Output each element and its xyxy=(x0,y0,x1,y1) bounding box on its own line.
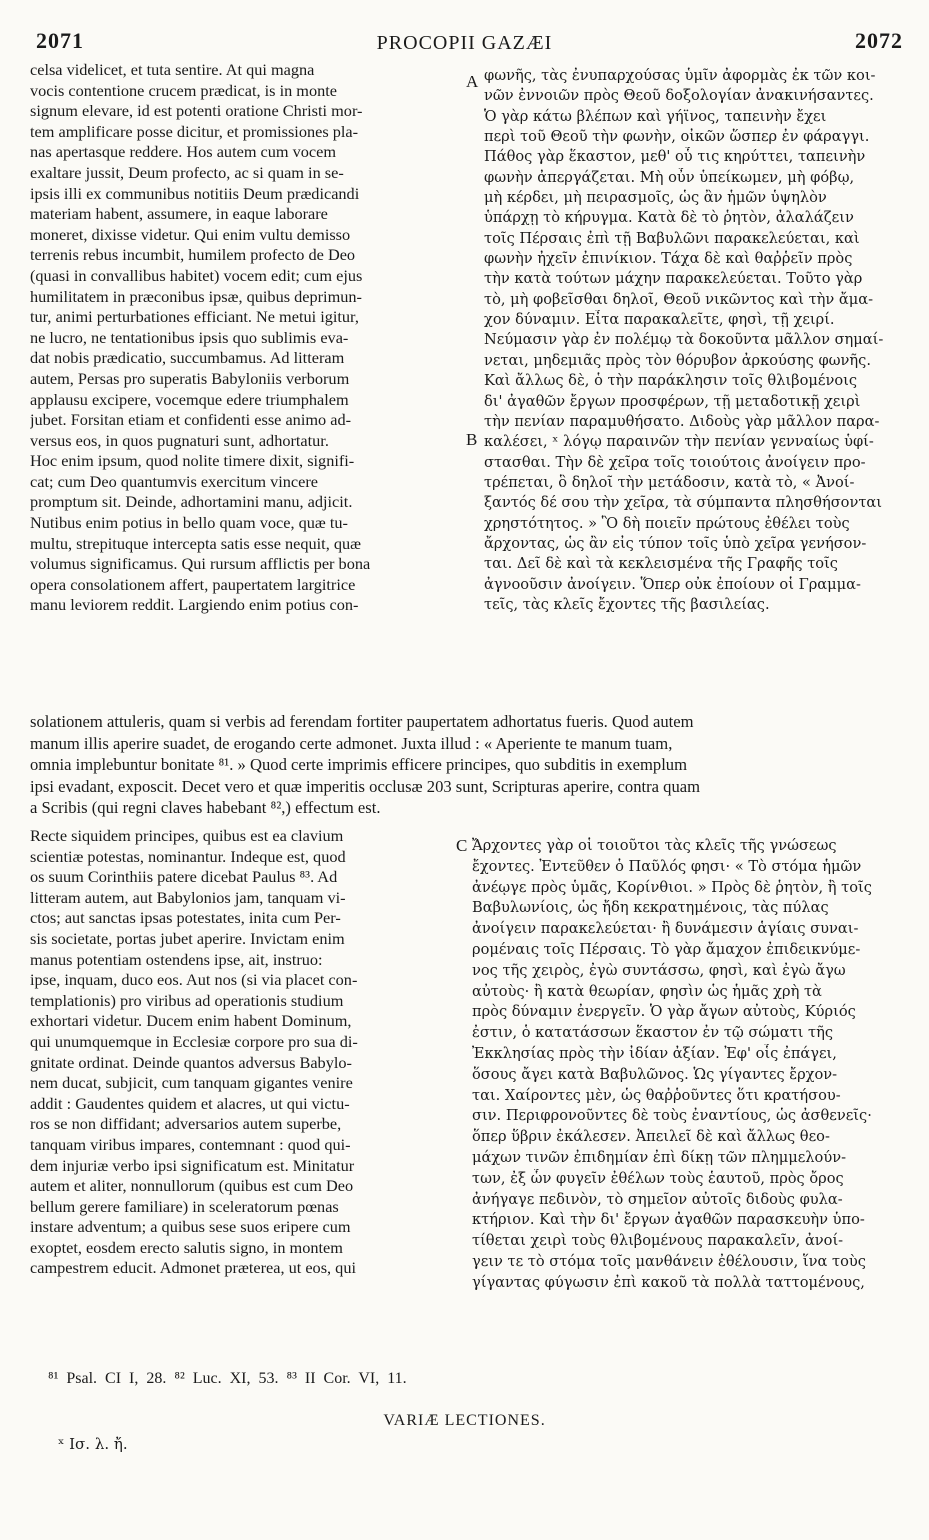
text-line: dem injuriæ verbo ipsi significatum est. Minitatur xyxy=(30,1155,355,1175)
text-line: Νεύμασιν γὰρ ἐν πολέμῳ τὰ δοκοῦντα μᾶλλον σημαί- xyxy=(484,331,884,349)
text-line: solationem attuleris, quam si verbis ad ferendam fortiter paupertatem adhortatus fueris. Quod autem xyxy=(30,712,694,731)
text-line: δι' ἀγαθῶν ἔργων προσφέρων, τῇ μεταδοτικῇ χειρὶ xyxy=(484,392,861,410)
text-line: manu leviorem reddit. Largiendo enim potius con- xyxy=(30,595,359,615)
text-line: γίγαντας φύγωσιν ἐπὶ κακοῦ τὰ πολλὰ ταττομένους, xyxy=(472,1273,865,1291)
text-line: ne lucro, ne tentationibus ipsis quo sublimis eva- xyxy=(30,327,349,347)
text-line: μὴ κέρδει, μὴ πειρασμοῖς, ὡς ἂν ἡμῶν ὑψηλὸν xyxy=(484,189,827,207)
text-line: materiam habent, assumere, in eaque laborare xyxy=(30,204,328,224)
latin-column-bottom xyxy=(30,826,455,1279)
text-line: ὅπερ ὕβριν ἐκάλεσεν. Ἀπειλεῖ δὲ καὶ ἄλλως θεο- xyxy=(472,1128,830,1146)
text-line: ctos; aut sanctas ipsas potestates, inita cum Per- xyxy=(30,908,341,928)
text-line: τὸ, μὴ φοβεῖσθαι δηλοῖ, Θεοῦ νικῶντος καὶ τὴν ἄμα- xyxy=(484,290,874,308)
text-line: φωνὴν ἀπεργάζεται. Μὴ οὖν ὑπείκωμεν, μὴ φόβῳ, xyxy=(484,168,855,186)
text-line: ὑπάρχῃ τὸ κήρυγμα. Κατὰ δὲ τὸ ῥητὸν, ἀλαλάζειν xyxy=(484,209,854,227)
text-line: Ὁ γὰρ κάτω βλέπων καὶ γήϊνος, ταπεινὴν ἔχει xyxy=(484,107,827,125)
text-line: vocis contentione crucem prædicat, is in monte xyxy=(30,80,337,100)
footnotes: ⁸¹ Psal. CI I, 28. ⁸² Luc. XI, 53. ⁸³ II Cor. VI, 11. xyxy=(48,1370,407,1387)
text-line: tanquam viribus impares, contemnant : quod qui- xyxy=(30,1134,351,1154)
text-line: ἀνήγαγε πεδινὸν, τὸ σημεῖον αὐτοῖς διδοὺς φυλα- xyxy=(472,1190,843,1208)
section-marker-c: C xyxy=(456,836,468,855)
text-line: καλέσει, ˣ λόγῳ παραινῶν τὴν πενίαν γενναίως ὑφί- xyxy=(484,433,874,451)
text-line: ται. Χαίροντες μὲν, ὡς θαῤῥοῦντες ὅτι κρατήσου- xyxy=(472,1086,841,1104)
text-line: nas apertasque reddere. Hos autem cum vocem xyxy=(30,142,337,162)
text-line: opera consolationem affert, paupertatem largitrice xyxy=(30,574,356,594)
text-line: ἐστιν, ὁ κατατάσσων ἕκαστον ἐν τῷ σώματι τῆς xyxy=(472,1024,834,1042)
text-line: ἀνοίγειν παρακελεύεται· ἢ δυνάμεσιν ἁγίαις συναι- xyxy=(472,920,859,938)
section-marker-a: A xyxy=(466,72,479,91)
section-marker-b: B xyxy=(466,430,478,449)
text-line: applausu excipere, vocemque edere triumphalem xyxy=(30,389,349,409)
text-line: scientiæ potestas, nominantur. Indeque est, quod xyxy=(30,846,346,866)
text-line: manum illis aperire suadet, de erogando certe admonet. Juxta illud : « Aperiente te manum tuam, xyxy=(30,733,673,753)
text-line: ipse, inquam, duco eos. Aut nos (si via placet con- xyxy=(30,970,358,990)
text-line: ros se non diffidant; adversarios autem superbe, xyxy=(30,1114,342,1134)
text-line: autem et aliter, nonnullorum (quibus est cum Deo xyxy=(30,1176,354,1196)
text-line: ἄρχοντας, ὡς ἂν εἰς τύπον τοῖς ὑπὸ χεῖρα γενήσον- xyxy=(484,534,867,552)
text-line: tur, animi perturbationes efficiant. Ne metui igitur, xyxy=(30,307,359,327)
variae-lectiones-heading: VARIÆ LECTIONES. xyxy=(383,1412,546,1429)
text-line: humilitatem in præconibus ipsæ, quibus deprimun- xyxy=(30,286,362,306)
text-line: os suum Corinthiis patere dicebat Paulus ⁸³. Ad xyxy=(30,867,338,887)
text-line: a Scribis (qui regni claves habebant ⁸²,) effectum est. xyxy=(30,798,381,817)
text-line: versus eos, in quos pugnaturi sunt, adhortatur. xyxy=(30,430,329,450)
latin-full-width-text xyxy=(30,711,900,819)
greek-column-top xyxy=(484,66,894,615)
text-line: exhortari videtur. Ducem enim habent Dominum, xyxy=(30,1011,352,1031)
text-line: celsa videlicet, et tuta sentire. At qui magna xyxy=(30,60,315,79)
text-line: νος τῆς χειρὸς, ἐγὼ συντάσσω, φησὶ, καὶ ἐγὼ ἄγω xyxy=(472,961,846,979)
text-line: νεται, μηδεμιᾶς πρὸς τὸν θόρυβον ἀρκούσης φωνῆς. xyxy=(484,351,871,369)
page-header xyxy=(0,28,929,62)
text-line: γειν τε τὸ στόμα τοῖς μανθάνειν ἐθέλουσιν, ἵνα τοὺς xyxy=(472,1252,866,1270)
text-line: περὶ τοῦ Θεοῦ τὴν φωνὴν, οἰκῶν ὥσπερ ἐν φάραγγι. xyxy=(484,128,870,146)
text-line: tem amplificare posse dicitur, et promissiones pla- xyxy=(30,121,359,141)
text-line: Ἐκκλησίας πρὸς τὴν ἰδίαν ἀξίαν. Ἐφ' οἷς ἐπάγει, xyxy=(472,1044,837,1062)
text-line: dat nobis prædicatio, succumbamus. Ad litteram xyxy=(30,348,345,368)
text-line: sis societate, portas jubet aperire. Invictam enim xyxy=(30,928,345,948)
text-line: ἀγνοοῦσιν ἀνοίγειν. Ὅπερ οὐκ ἐποίουν οἱ Γραμμα- xyxy=(484,575,861,593)
text-line: κτήριον. Καὶ τὴν δι' ἔργων ἀγαθῶν παρασκευὴν ὑπο- xyxy=(472,1211,865,1229)
text-line: χον δύναμιν. Εἶτα παρακαλεῖτε, φησὶ, τῇ χειρί. xyxy=(484,311,835,329)
text-line: instare adventum; a quibus sese suos eripere cum xyxy=(30,1217,351,1237)
text-line: ἔχοντες. Ἐντεῦθεν ὁ Παῦλός φησι· « Τὸ στόμα ἡμῶν xyxy=(472,857,862,875)
text-line: ξαντός δέ σου τὴν χεῖρα, τὰ σύμπαντα πλησθήσονται xyxy=(484,494,882,512)
greek-column-bottom xyxy=(472,836,892,1294)
text-line: moneret, dixisse videtur. Qui enim vultu demisso xyxy=(30,224,351,244)
text-line: litteram autem, aut Babylonios jam, tanquam vi- xyxy=(30,887,346,907)
text-line: jubet. Forsitan etiam et confidenti esse animo ad- xyxy=(30,410,352,430)
text-line: τρέπεται, ὃ δηλοῖ τὴν μετάδοσιν, κατὰ τὸ, « Ἀνοί- xyxy=(484,473,855,491)
page-number-left: 2071 xyxy=(36,28,84,53)
text-line: ρομέναις τοῖς Πέρσαις. Τὸ γὰρ ἄμαχον ἐπιδεικνύμε- xyxy=(472,940,861,958)
text-line: τεῖς, τὰς κλεῖς ἔχοντες τῆς βασιλείας. xyxy=(484,595,770,613)
text-line: exoptet, eosdem erecto salutis signo, in montem xyxy=(30,1237,343,1257)
text-line: φωνῆς, τὰς ἐνυπαρχούσας ὑμῖν ἀφορμὰς ἐκ τῶν κοι- xyxy=(484,67,876,84)
text-line: νῶν ἐννοιῶν πρὸς Θεοῦ δοξολογίαν ἀνακινήσαντες. xyxy=(484,87,874,105)
text-line: στασθαι. Τὴν δὲ χεῖρα τοῖς τοιούτοις ἀνοίγειν προ- xyxy=(484,453,866,471)
text-line: ὅσους ἄγει κατὰ Βαβυλῶνος. Ὡς γίγαντες ἔρχον- xyxy=(472,1065,838,1083)
text-line: campestrem educit. Admonet præterea, ut eos, qui xyxy=(30,1258,356,1278)
text-line: omnia implebuntur bonitate ⁸¹. » Quod certe imprimis efficere principes, quo subditis in exemplum xyxy=(30,755,688,774)
text-line: τὴν κατὰ τούτων μάχην παρακελεύεται. Τοῦτο γὰρ xyxy=(484,270,863,288)
text-line: qui unumquemque in Ecclesiæ corpore pro sua di- xyxy=(30,1031,358,1051)
page-number-right: 2072 xyxy=(855,28,903,53)
text-line: Nutibus enim potius in bello quam voce, quæ tu- xyxy=(30,513,348,533)
text-line: volumus significamus. Qui rursum afflictis per bona xyxy=(30,554,371,574)
text-line: cat; cum Deo quantumvis exercitum vincere xyxy=(30,471,318,491)
text-line: exaltare jussit, Deum profecto, ac si quam in se- xyxy=(30,162,344,182)
text-line: signum elevare, id est potenti oratione Christi mor- xyxy=(30,101,363,121)
text-line: πρὸς δύναμιν ἐνεργεῖν. Ὁ γὰρ ἄγων αὐτοὺς, Κύριός xyxy=(472,1003,856,1021)
text-line: templationis) pro viribus ad operationis studium xyxy=(30,990,344,1010)
text-line: Recte siquidem principes, quibus est ea clavium xyxy=(30,826,344,845)
text-line: χρηστότητος. » Ὃ δὴ ποιεῖν πρώτους ἐθέλει τοὺς xyxy=(484,514,850,532)
variae-lectiones-note: ˣ Ισ. λ. ἤ. xyxy=(58,1435,128,1453)
text-line: (quasi in convallibus habitet) vocem edit; cum ejus xyxy=(30,265,363,285)
text-line: αὐτοὺς· ἢ κατὰ θεωρίαν, φησὶν ὡς ἡμᾶς χρὴ τὰ xyxy=(472,982,822,1000)
running-title: PROCOPII GAZÆI xyxy=(376,32,553,54)
text-line: terrenis rebus incumbit, humilem profecto de Deo xyxy=(30,245,356,265)
text-line: Βαβυλωνίοις, ὡς ἤδη κεκρατημένοις, τὰς πύλας xyxy=(472,899,829,917)
text-line: manus potentiam ostendens ipse, ait, instruo: xyxy=(30,949,323,969)
text-line: gnitate ordinat. Deinde quantos adversus Babylo- xyxy=(30,1052,352,1072)
text-line: ipsi evadant, exposcit. Decet vero et quæ imperitis occlusæ 203 sunt, Scripturas aperire, contra quam xyxy=(30,776,701,796)
text-line: promptum sit. Deinde, adhortamini manu, adjicit. xyxy=(30,492,353,512)
text-line: addit : Gaudentes quidem et alacres, ut qui victu- xyxy=(30,1093,350,1113)
text-line: φωνὴν ἠχεῖν ἐπινίκιον. Τάχα δὲ καὶ θαῤῥεῖν πρὸς xyxy=(484,250,853,268)
text-line: multu, strepituque intercepta satis esse nequit, quæ xyxy=(30,533,361,553)
text-line: τὴν πενίαν παραμυθήσατο. Διδοὺς γὰρ μᾶλλον παρα- xyxy=(484,412,880,430)
text-line: ται. Δεῖ δὲ καὶ τὰ κεκλεισμένα τῆς Γραφῆς τοῖς xyxy=(484,555,838,573)
text-line: ἀνέῳγε πρὸς ὑμᾶς, Κορίνθιοι. » Πρὸς δὲ ῥητὸν, ἢ τοῖς xyxy=(472,878,872,896)
text-line: σιν. Περιφρονοῦντες δὲ τοὺς ἐναντίους, ὡς ἀσθενεῖς· xyxy=(472,1107,872,1125)
text-line: μάχων τινῶν ἐπιδημίαν ἐπὶ δίκῃ τῶν πλημμελούν- xyxy=(472,1148,847,1166)
text-line: nem ducat, subjicit, cum tanquam gigantes venire xyxy=(30,1073,353,1093)
text-line: ipsis illi ex communibus notitiis Deum prædicandi xyxy=(30,183,360,203)
text-line: Καὶ ἄλλως δὲ, ὁ τὴν παράκλησιν τοῖς θλιβομένοις xyxy=(484,372,857,390)
text-line: τίθεται χειρὶ τοὺς θλιβομένους παρακαλεῖν, ἀνοί- xyxy=(472,1232,844,1250)
text-line: Ἄρχοντες γὰρ οἱ τοιοῦτοι τὰς κλεῖς τῆς γνώσεως xyxy=(472,837,837,854)
text-line: τοῖς Πέρσαις ἐπὶ τῇ Βαβυλῶνι παρακελεύεται, καὶ xyxy=(484,229,860,247)
text-line: των, ἐξ ὧν φυγεῖν ἐθέλων τοὺς ἑαυτοῦ, πρὸς ὄρος xyxy=(472,1169,844,1187)
latin-column-top xyxy=(30,60,468,616)
text-line: Πάθος γὰρ ἕκαστον, μεθ' οὗ τις κηρύττει, ταπεινὴν xyxy=(484,148,866,166)
text-line: bellum gerere familiare) in sceleratorum pœnas xyxy=(30,1196,339,1216)
text-line: Hoc enim ipsum, quod nolite timere dixit, signifi- xyxy=(30,451,355,471)
text-line: autem, Persas pro superatis Babyloniis verborum xyxy=(30,368,350,388)
